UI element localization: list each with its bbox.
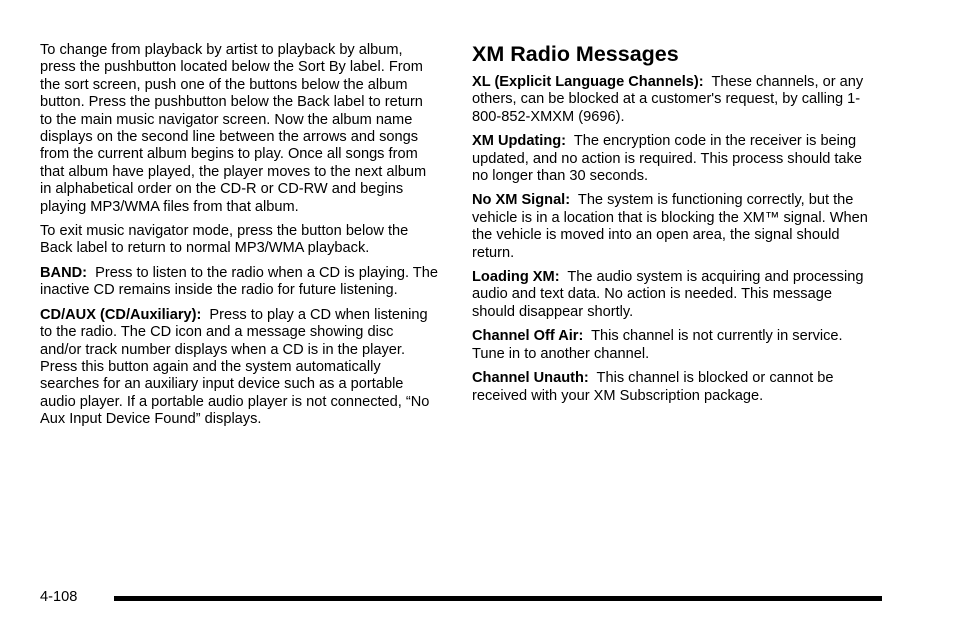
- footer-rule: [114, 596, 882, 601]
- message-item: [472, 74, 872, 126]
- message-item: [472, 192, 872, 262]
- term-channel-unauth: Channel Unauth:: [472, 370, 589, 387]
- page-number: 4-108: [40, 589, 78, 605]
- description-channel-off-air: This channel is not currently in service. Tune in to another channel.: [472, 328, 843, 362]
- paragraph-sort-by-album: To change from playback by artist to playback by album, press the pushbutton located below the Sort By label. From the sort screen, push one of the buttons below the album button. Press the pushbutton below the Back label to return to the main music navigator screen. Now the album name displays on the second line between the arrows and songs from the current album begins to play. Once all songs from that album have played, the player moves to the next album in alphabetical order on the CD-R or CD-RW and begins playing MP3/WMA files from that album.: [40, 42, 427, 215]
- term-cd-aux: CD/AUX (CD/Auxiliary):: [40, 306, 202, 323]
- section-heading: XM Radio Messages: [472, 42, 679, 66]
- paragraph-band: [40, 265, 438, 300]
- description-no-xm-signal: The system is functioning correctly, but the vehicle is in a location that is blocking the XM™ signal. When the vehicle is moved into an open area, the signal should return.: [472, 192, 868, 261]
- right-column: [472, 40, 872, 412]
- term-channel-off-air: Channel Off Air:: [472, 328, 584, 345]
- paragraph-cd-aux: [40, 307, 438, 429]
- term-loading-xm: Loading XM:: [472, 269, 560, 286]
- description-band: Press to listen to the radio when a CD is playing. The inactive CD remains inside the radio for future listening.: [40, 264, 438, 299]
- description-channel-unauth: This channel is blocked or cannot be received with your XM Subscription package.: [472, 370, 834, 404]
- message-item: [472, 133, 872, 185]
- description-xl: These channels, or any others, can be blocked at a customer's request, by calling 1-800-852-XMXM (9696).: [472, 74, 864, 125]
- paragraph-exit-navigator: To exit music navigator mode, press the button below the Back label to return to normal MP3/WMA playback.: [40, 223, 409, 257]
- message-item: [472, 269, 872, 321]
- message-item: [472, 370, 872, 405]
- left-column: [40, 42, 438, 436]
- message-item: [472, 328, 872, 363]
- term-band: BAND:: [40, 264, 88, 281]
- term-xm-updating: XM Updating:: [472, 133, 567, 150]
- term-no-xm-signal: No XM Signal:: [472, 192, 571, 209]
- description-loading-xm: The audio system is acquiring and processing audio and text data. No action is needed. This message should disappear shortly.: [472, 269, 864, 320]
- description-cd-aux: Press to play a CD when listening to the radio. The CD icon and a message showing disc and/or track number displays when a CD is in the player. Press this button again and the system automatically searches for an auxiliary input device such as a portable audio player. If a portable audio player is not connected, “No Aux Input Device Found” displays.: [40, 306, 430, 428]
- term-xl: XL (Explicit Language Channels):: [472, 74, 704, 90]
- description-xm-updating: The encryption code in the receiver is being updated, and no action is required. This process should take no longer than 30 seconds.: [472, 133, 862, 185]
